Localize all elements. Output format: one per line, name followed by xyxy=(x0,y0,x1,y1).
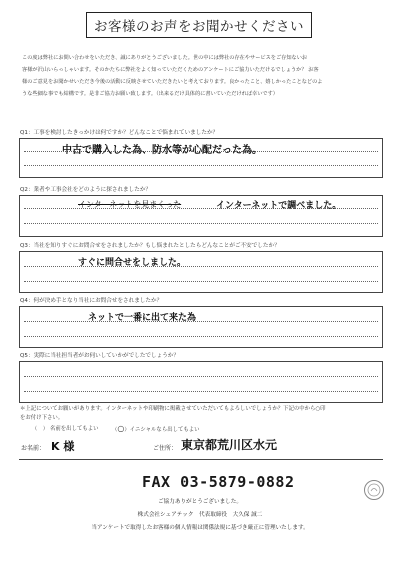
question-1-answer: 中古で購入した為、防水等が心配だった為。 xyxy=(62,145,262,156)
name-value: K 様 xyxy=(51,440,75,453)
ruled-line xyxy=(24,281,378,282)
seal-icon-graphic xyxy=(365,481,383,499)
ruled-line xyxy=(24,321,378,322)
fax-number: FAX 03-5879-0882 xyxy=(142,473,295,491)
question-5-answer-box xyxy=(19,361,383,403)
option-label: 名前を出してもよい xyxy=(50,426,99,432)
footer-privacy: 当アンケートで取得したお客様の個人情報は関係法規に基づき厳正に管理いたします。 xyxy=(91,525,309,531)
consent-note-line2: をお付け下さい。 xyxy=(20,415,64,421)
address-value: 東京都荒川区水元 xyxy=(181,438,278,452)
question-2-answer: インターネットで調べました。 xyxy=(216,201,342,211)
page-title: お客様のお声をお聞かせください xyxy=(86,12,312,38)
ruled-line xyxy=(24,391,378,392)
question-2-struck-text: インターネットを見まくった xyxy=(78,200,182,209)
question-4-answer: ネットで一番に出て来た為 xyxy=(88,313,197,323)
name-label: お名前： xyxy=(21,445,46,452)
ruled-line xyxy=(24,376,378,377)
question-3-label: Q3：当社を知りすぐにお問合せをされましたか？もし悩まれたとしたらどんなことがご不安でしたか？ xyxy=(20,243,280,249)
consent-option-name[interactable] xyxy=(30,424,99,432)
footer-company: 株式会社シェアテック 代表取締役 大久保 誠二 xyxy=(137,512,263,518)
question-3-answer-box xyxy=(19,251,383,293)
question-1-label: Q1：工事を検討したきっかけは何ですか？どんなことで悩まれていましたか？ xyxy=(20,130,219,136)
ruled-line xyxy=(24,223,378,224)
question-2-label: Q2：業者や工事会社をどのように探されましたか？ xyxy=(20,187,152,193)
intro-line: うな些細な事でも結構です。是非ご協力お願い致します。（出来るだけ具体的に書いていただければ幸いです） xyxy=(22,91,278,97)
address-label: ご住所： xyxy=(153,445,178,452)
ruled-line xyxy=(24,336,378,337)
question-2-answer-box xyxy=(19,195,383,237)
question-5-label: Q5：実際に当社担当者がお伺いしていかがでしたでしょうか？ xyxy=(20,353,179,359)
question-1-answer-box xyxy=(19,138,383,178)
option-checkbox[interactable]: （ ） xyxy=(31,426,49,432)
question-4-answer-box xyxy=(19,306,383,348)
question-3-answer: すぐに問合せをしました。 xyxy=(78,258,187,268)
intro-line: この度は弊社にお問い合わせをいただき、誠にありがとうございました。世の中には弊社の存在やサービスをご存知ないお xyxy=(22,55,308,61)
ruled-line xyxy=(24,165,378,166)
company-seal-icon xyxy=(364,480,384,500)
intro-line: 客様が沢山いらっしゃいます。そのかたちに弊社をよく知っていただくためのアンケートにご協力いただけるでしょうか？ お客 xyxy=(22,67,319,73)
consent-option-initial[interactable]: （○）イニシャルなら出してもよい xyxy=(112,424,200,433)
question-4-label: Q4：何が決め手となり当社にお問合せをされましたか？ xyxy=(20,298,163,304)
option-circle-mark: ○ xyxy=(117,424,125,433)
consent-note-line1: ＊上記についてお願いがあります。インターネットや印刷物に掲載させていただいてもよろしいでしょうか？下記の中から○印 xyxy=(20,406,326,412)
intro-text xyxy=(22,52,382,100)
option-label: イニシャルなら出してもよい xyxy=(129,427,200,433)
intro-line: 様のご意見をお聞かせいただき今後の活動に反映させていただきたいと考えております。良かったこと、嬉しかったことなどのよ xyxy=(22,79,323,85)
footer-thanks: ご協力ありがとうございました。 xyxy=(158,499,242,505)
name-address-row xyxy=(19,434,383,460)
